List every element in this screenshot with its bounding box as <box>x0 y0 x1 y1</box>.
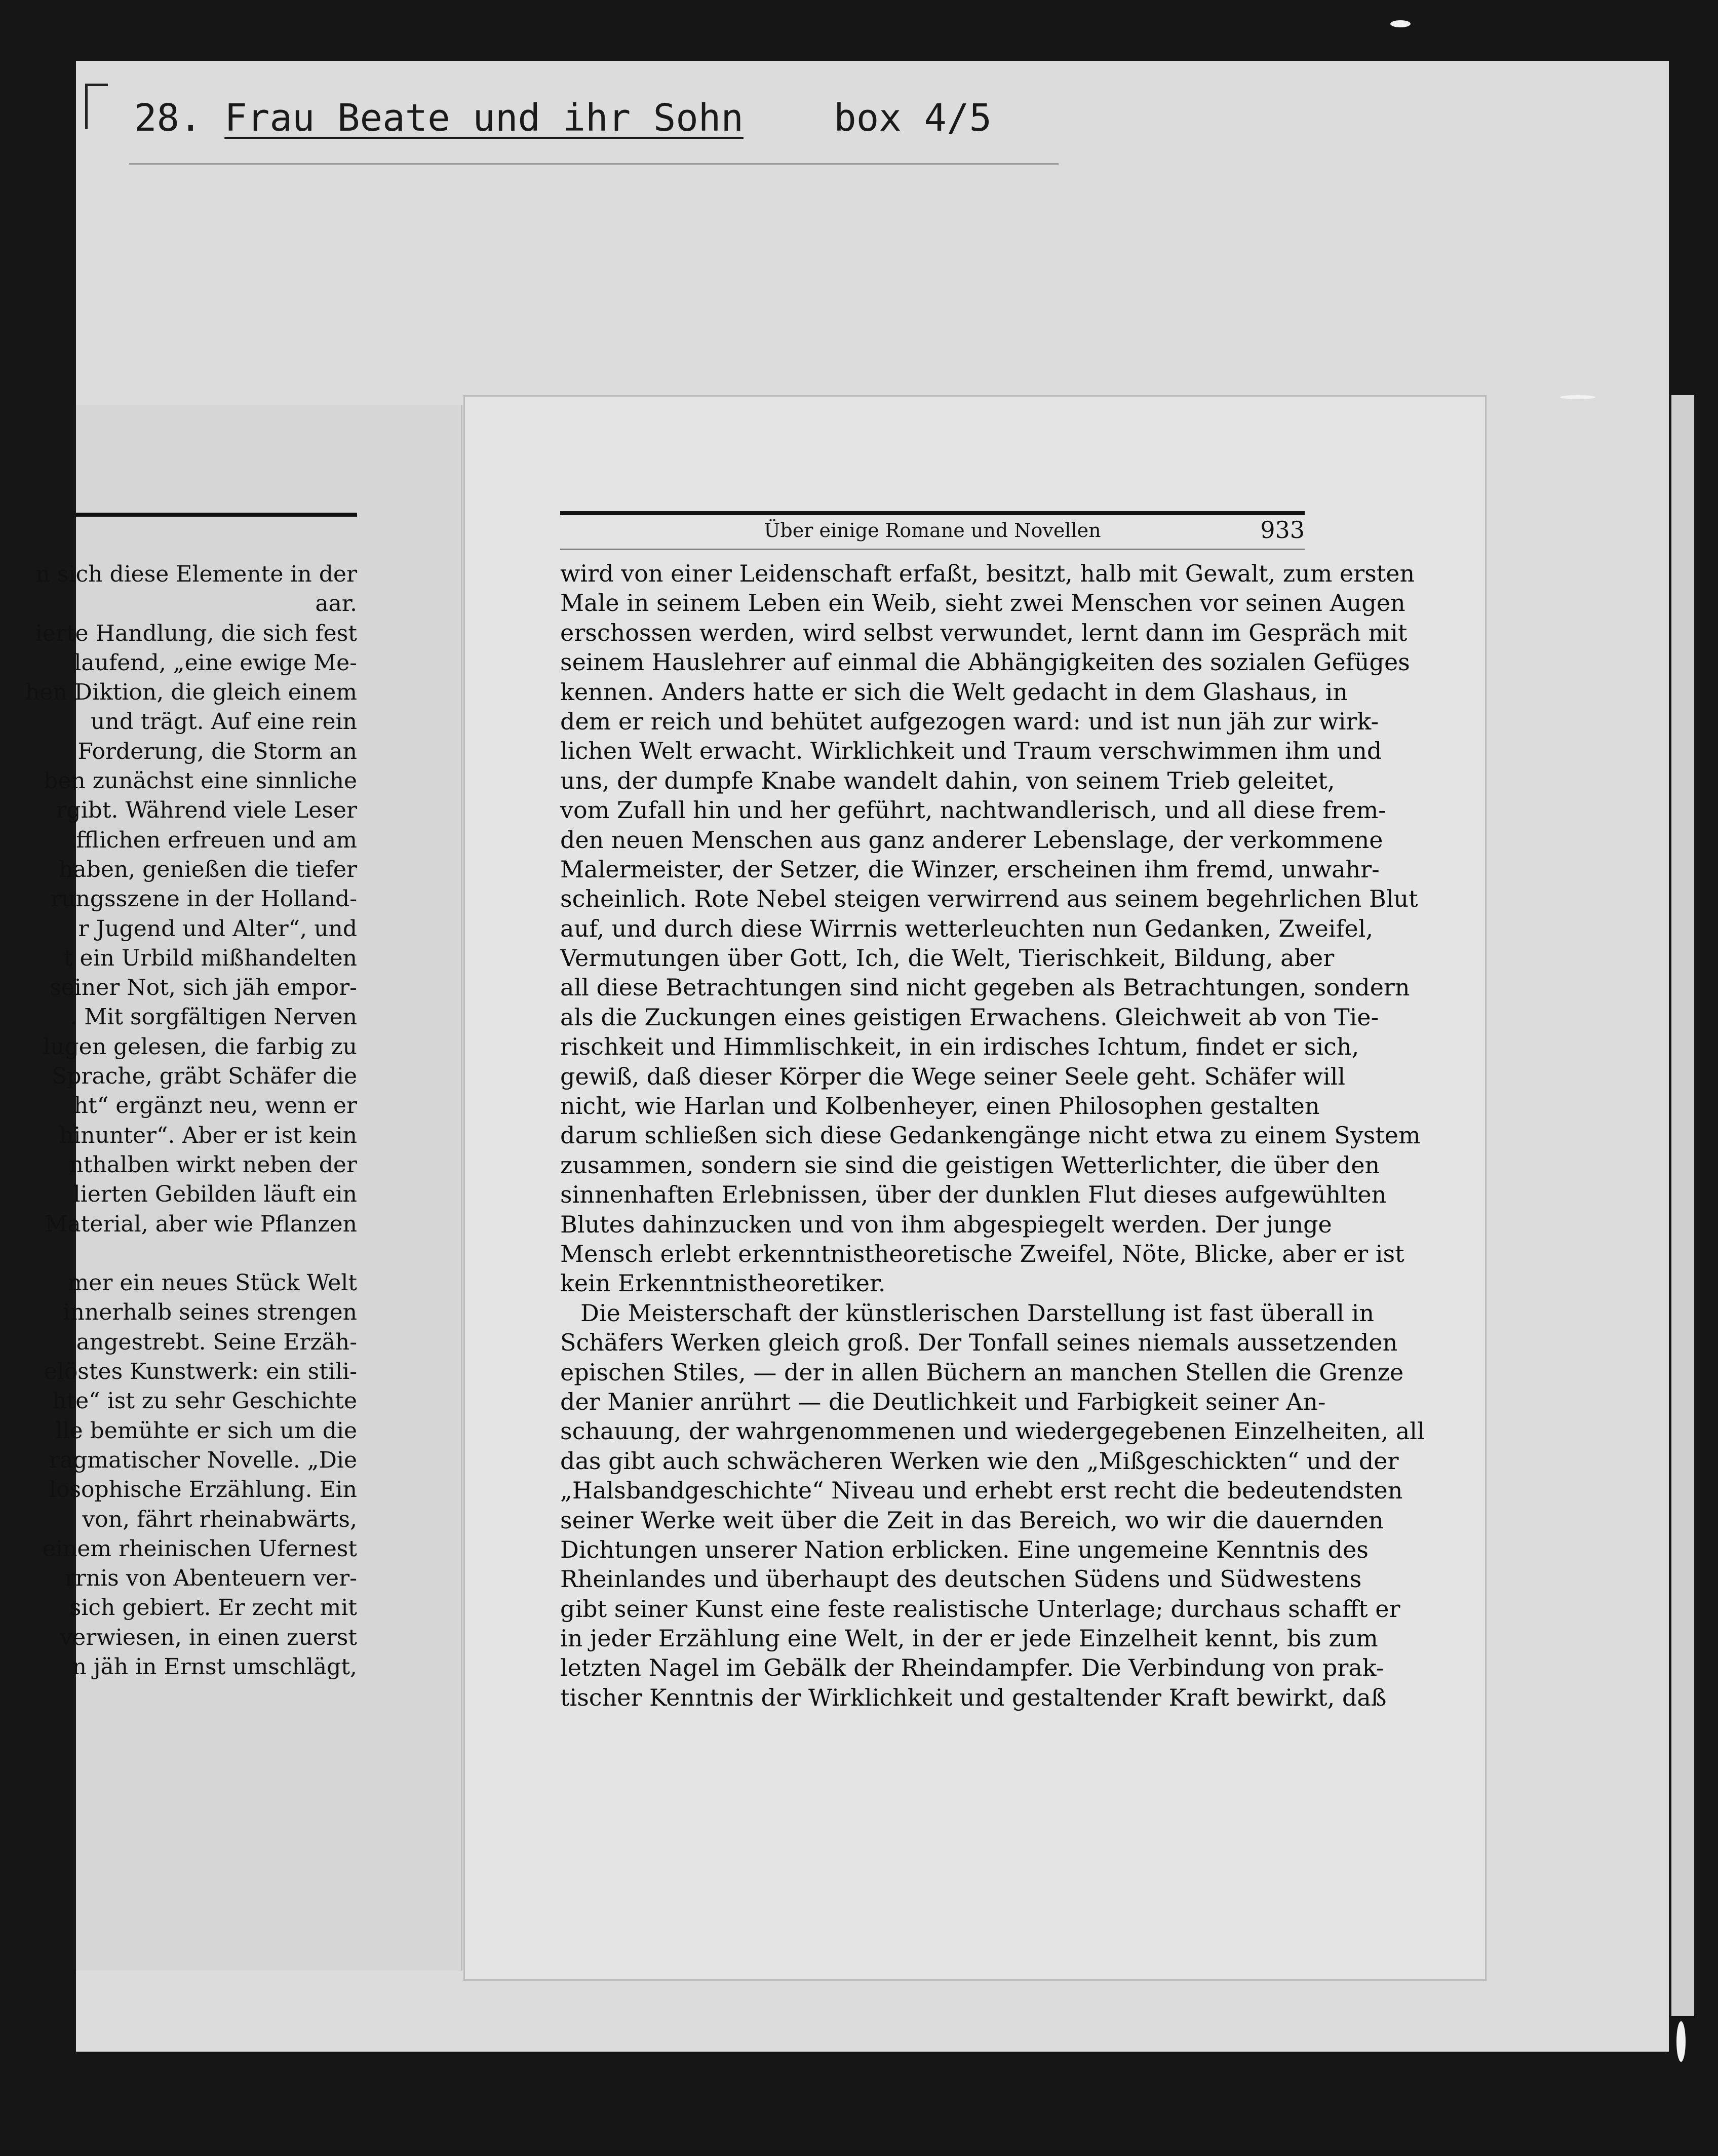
body-text-line: dem er reich und behütet aufgezogen ward: und ist nun jäh zur wirk- <box>560 707 1379 735</box>
body-text-line: zusammen, sondern sie sind die geistigen Wetterlichter, die über den <box>560 1151 1380 1179</box>
archive-header <box>134 96 992 140</box>
left-text-line: ierte Handlung, die sich fest <box>35 620 357 646</box>
left-text-line: sich gebiert. Er zecht mit <box>69 1595 357 1621</box>
left-text-line: Material, aber wie Pflanzen <box>45 1211 357 1237</box>
body-text-line: vom Zufall hin und her geführt, nachtwandlerisch, und all diese frem- <box>560 796 1386 824</box>
left-text-line: aar. <box>315 591 357 617</box>
left-text-line: mer ein neues Stück Welt <box>67 1270 357 1296</box>
film-speck <box>1560 395 1595 399</box>
body-text-line: Mensch erlebt erkenntnistheoretische Zweifel, Nöte, Blicke, aber er ist <box>560 1240 1404 1267</box>
body-text-line: Male in seinem Leben ein Weib, sieht zwei Menschen vor seinen Augen <box>560 589 1405 617</box>
left-text-line: ht“ ergänzt neu, wenn er <box>73 1093 357 1119</box>
box-label: box 4/5 <box>834 96 992 140</box>
body-text-line: als die Zuckungen eines geistigen Erwachens. Gleichweit ab von Tie- <box>560 1003 1379 1031</box>
body-text-line: Blutes dahinzucken und von ihm abgespiegelt werden. Der junge <box>560 1210 1332 1238</box>
page-top-rule <box>560 511 1305 515</box>
left-text-line: haben, genießen die tiefer <box>59 856 357 882</box>
body-text-line: erschossen werden, wird selbst verwundet, lernt dann im Gespräch mit <box>560 619 1408 646</box>
left-text-line: lle bemühte er sich um die <box>55 1417 357 1444</box>
left-text-line: . Mit sorgfältigen Nerven <box>70 1004 357 1030</box>
left-text-line: rgibt. Während viele Leser <box>56 797 357 824</box>
left-text-line: innerhalb seines strengen <box>63 1299 357 1326</box>
left-text-line: fflichen erfreuen und am <box>76 827 357 853</box>
right-page-clipping <box>463 395 1487 1981</box>
header-rule <box>129 163 1059 165</box>
body-text-line: Die Meisterschaft der künstlerischen Darstellung ist fast überall in <box>580 1299 1374 1327</box>
left-text-line: und trägt. Auf eine rein <box>91 709 357 735</box>
body-text-line: gibt seiner Kunst eine feste realistische Unterlage; durchaus schafft er <box>560 1595 1400 1623</box>
left-text-line: laufend, „eine ewige Me- <box>74 649 357 676</box>
left-text-line: einem rheinischen Ufernest <box>42 1535 357 1562</box>
body-text-line: in jeder Erzählung eine Welt, in der er jede Einzelheit kennt, bis zum <box>560 1625 1378 1652</box>
body-text-line: seinem Hauslehrer auf einmal die Abhängigkeiten des sozialen Gefüges <box>560 648 1410 676</box>
body-text-line: wird von einer Leidenschaft erfaßt, besitzt, halb mit Gewalt, zum ersten <box>560 560 1415 587</box>
body-text-line: den neuen Menschen aus ganz anderer Lebenslage, der verkommene <box>560 826 1383 854</box>
running-head-title: Über einige Romane und Novellen <box>764 519 1101 542</box>
left-text-line: rrnis von Abenteuern ver- <box>64 1565 357 1592</box>
left-text-line: Sprache, gräbt Schäfer die <box>52 1063 357 1090</box>
left-text-line: Forderung, die Storm an <box>77 738 357 764</box>
item-number: 28. <box>134 96 202 140</box>
body-text-line: Rheinlandes und überhaupt des deutschen Südens und Südwestens <box>560 1565 1362 1593</box>
left-text-line: lugen gelesen, die farbig zu <box>43 1033 357 1060</box>
body-text-line: sinnenhaften Erlebnissen, über der dunklen Flut dieses aufgewühlten <box>560 1181 1387 1209</box>
left-text-line: ragmatischer Novelle. „Die <box>49 1447 357 1473</box>
body-text-line: kennen. Anders hatte er sich die Welt gedacht in dem Glashaus, in <box>560 678 1348 706</box>
left-text-line: seiner Not, sich jäh empor- <box>50 975 357 1001</box>
body-text-line: darum schließen sich diese Gedankengänge nicht etwa zu einem System <box>560 1122 1421 1149</box>
left-text-line: elöstes Kunstwerk: ein stili- <box>44 1359 357 1385</box>
body-text-line: rischkeit und Himmlischkeit, in ein irdisches Ichtum, findet er sich, <box>560 1033 1359 1061</box>
body-text-line: gewiß, daß dieser Körper die Wege seiner Seele geht. Schäfer will <box>560 1062 1346 1090</box>
item-title: Frau Beate und ihr Sohn <box>224 96 744 140</box>
left-text-line: n sich diese Elemente in der <box>35 561 357 587</box>
body-text-line: lichen Welt erwacht. Wirklichkeit und Traum verschwimmen ihm und <box>560 737 1382 765</box>
left-text-line: t ein Urbild mißhandelten <box>63 945 357 971</box>
left-text-line: losophische Erzählung. Ein <box>49 1477 357 1503</box>
body-text-line: nicht, wie Harlan und Kolbenheyer, einen Philosophen gestalten <box>560 1092 1320 1120</box>
body-text-line: der Manier anrührt — die Deutlichkeit und Farbigkeit seiner An- <box>560 1388 1326 1415</box>
body-text-line: tischer Kenntnis der Wirklichkeit und gestaltender Kraft bewirkt, daß <box>560 1683 1387 1711</box>
left-text-line: nthalben wirkt neben der <box>69 1151 357 1178</box>
body-text-line: Vermutungen über Gott, Ich, die Welt, Tierischkeit, Bildung, aber <box>560 944 1335 972</box>
running-head-rule <box>560 549 1305 550</box>
card-edge <box>1671 395 1694 2016</box>
left-text-line: von, fährt rheinabwärts, <box>82 1506 357 1532</box>
body-text-line: all diese Betrachtungen sind nicht gegeben als Betrachtungen, sondern <box>560 974 1410 1002</box>
body-text-line: „Halsbandgeschichte“ Niveau und erhebt erst recht die bedeutendsten <box>560 1477 1403 1505</box>
left-text-line: hen Diktion, die gleich einem <box>25 679 357 706</box>
left-text-line: n jäh in Ernst umschlägt, <box>72 1653 357 1680</box>
body-text-line: Dichtungen unserer Nation erblicken. Eine ungemeine Kenntnis des <box>560 1535 1369 1563</box>
body-text-line: seiner Werke weit über die Zeit in das Bereich, wo wir die dauernden <box>560 1506 1384 1534</box>
body-text-line: Malermeister, der Setzer, die Winzer, erscheinen ihm fremd, unwahr- <box>560 855 1380 883</box>
left-text-line: angestrebt. Seine Erzäh- <box>76 1329 357 1355</box>
body-text-line: schauung, der wahrgenommenen und wiedergegebenen Einzelheiten, all <box>560 1417 1425 1445</box>
left-text-line: hinunter“. Aber er ist kein <box>59 1122 357 1148</box>
body-text-line: auf, und durch diese Wirrnis wetterleuchten nun Gedanken, Zweifel, <box>560 914 1374 942</box>
film-speck <box>1676 2021 1686 2062</box>
left-page-text <box>3 560 357 1682</box>
page-number: 933 <box>1260 516 1305 544</box>
left-text-line: rungsszene in der Holland- <box>51 886 357 912</box>
body-text-line: kein Erkenntnistheoretiker. <box>560 1269 886 1297</box>
left-text-line: lierten Gebilden läuft ein <box>73 1181 357 1208</box>
body-text-line: das gibt auch schwächeren Werken wie den „Mißgeschickten“ und der <box>560 1447 1399 1475</box>
corner-bracket-mark <box>85 84 108 129</box>
body-text-line: uns, der dumpfe Knabe wandelt dahin, von seinem Trieb geleitet, <box>560 766 1335 794</box>
body-text-line: letzten Nagel im Gebälk der Rheindampfer. Die Verbindung von prak- <box>560 1654 1384 1682</box>
left-page-top-rule <box>76 513 357 517</box>
left-text-line: ben zunächst eine sinnliche <box>44 768 357 794</box>
left-text-line <box>3 1239 357 1268</box>
left-text-line: verwiesen, in einen zuerst <box>60 1624 357 1650</box>
running-head <box>560 516 1305 550</box>
left-text-line: hte“ ist zu sehr Geschichte <box>52 1388 357 1414</box>
left-text-line: r Jugend und Alter“, und <box>78 915 357 942</box>
body-text-line: scheinlich. Rote Nebel steigen verwirrend aus seinem begehrlichen Blut <box>560 885 1418 913</box>
body-text-line: Schäfers Werken gleich groß. Der Tonfall seines niemals aussetzenden <box>560 1329 1398 1357</box>
left-page-clipping <box>25 405 462 1971</box>
article-body <box>560 559 1425 1712</box>
film-speck <box>1390 20 1411 27</box>
body-text-line: epischen Stiles, — der in allen Büchern an manchen Stellen die Grenze <box>560 1358 1404 1386</box>
